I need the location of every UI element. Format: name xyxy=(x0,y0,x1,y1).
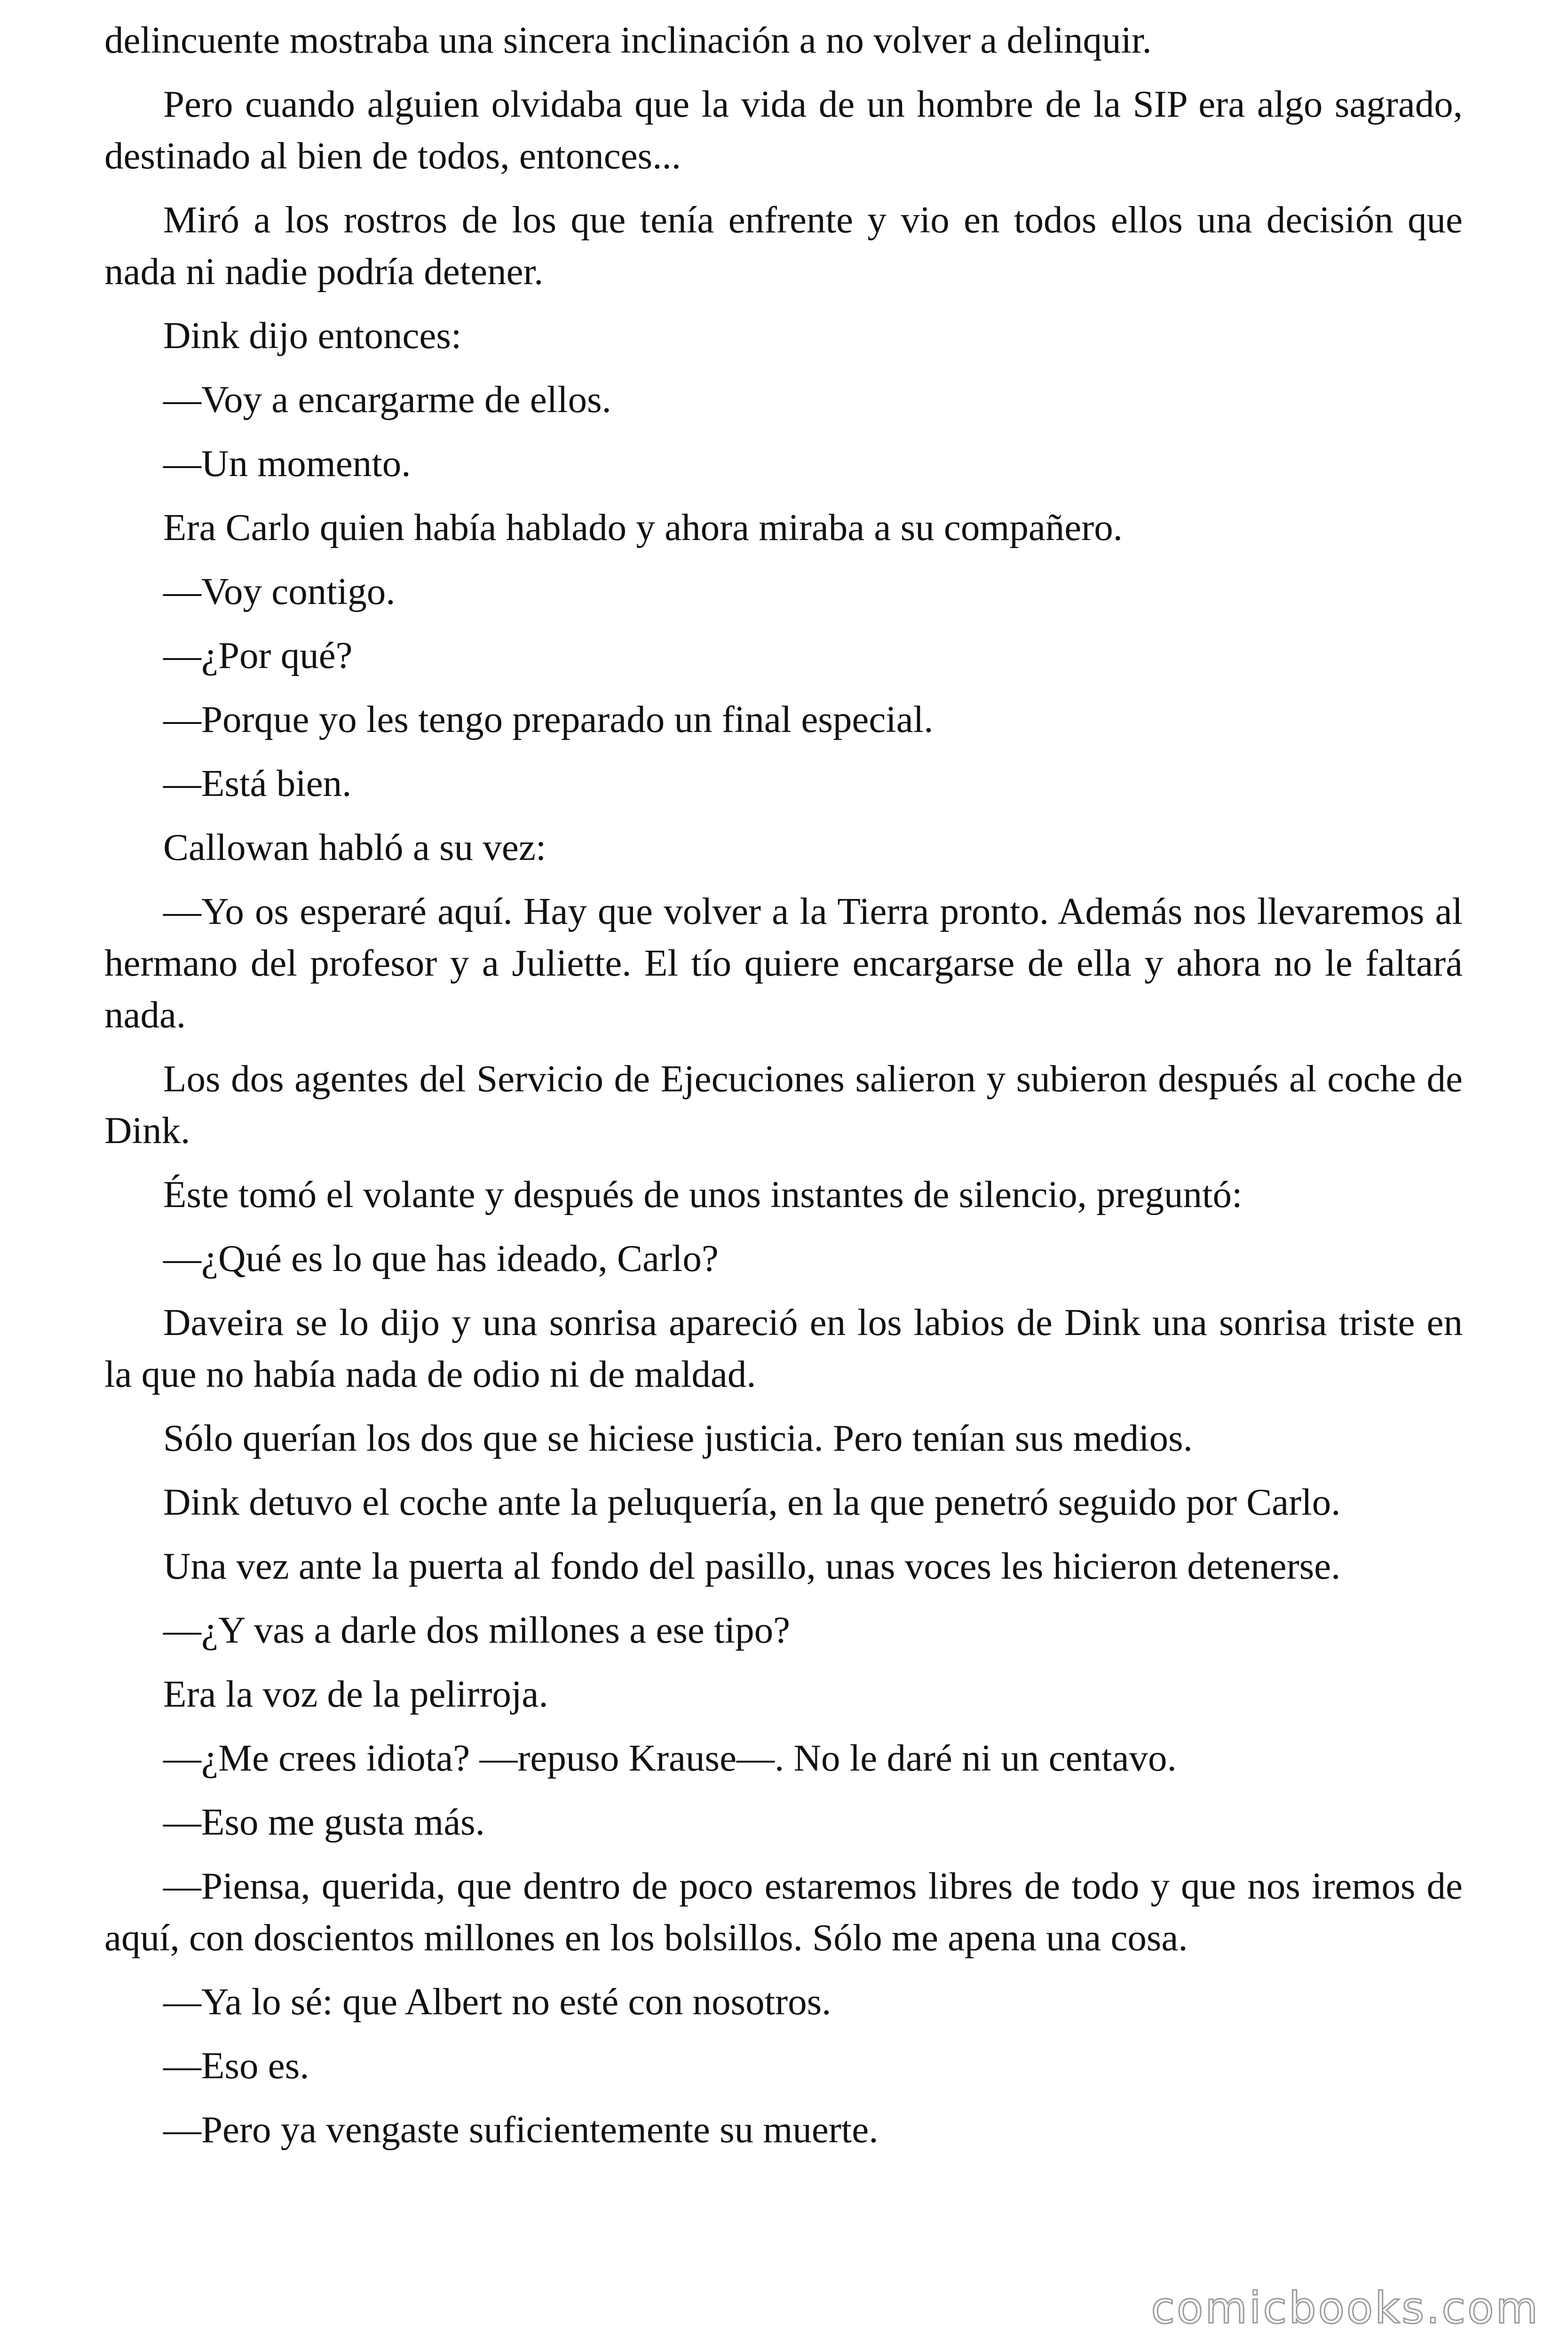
paragraph: Callowan habló a su vez: xyxy=(163,826,546,868)
paragraph: Los dos agentes del Servicio de Ejecuciones salieron y subieron después al coche de Dink. xyxy=(104,1057,1463,1152)
paragraph: Éste tomó el volante y después de unos instantes de silencio, preguntó: xyxy=(163,1173,1243,1216)
paragraph: Dink dijo entonces: xyxy=(163,314,462,357)
paragraph: Una vez ante la puerta al fondo del pasillo, unas voces les hicieron detenerse. xyxy=(163,1545,1341,1587)
paragraph: Dink detuvo el coche ante la peluquería, en la que penetró seguido por Carlo. xyxy=(163,1481,1341,1523)
paragraph: —Piensa, querida, que dentro de poco estaremos libres de todo y que nos iremos de aquí, con doscientos millones en los bolsillos. Sólo me apena una cosa. xyxy=(104,1865,1463,1959)
paragraph: —¿Me crees idiota? —repuso Krause—. No le daré ni un centavo. xyxy=(163,1737,1177,1779)
paragraph: —Eso es. xyxy=(163,2044,309,2087)
paragraph: Daveira se lo dijo y una sonrisa apareció en los labios de Dink una sonrisa triste en la que no había nada de odio ni de maldad. xyxy=(104,1301,1463,1395)
paragraph: —¿Por qué? xyxy=(163,634,353,676)
paragraph: —Pero ya vengaste suficientemente su muerte. xyxy=(163,2108,879,2151)
paragraph: Era la voz de la pelirroja. xyxy=(163,1673,548,1715)
site-watermark: comicbooks.com xyxy=(1151,2283,1540,2333)
paragraph: —Voy contigo. xyxy=(163,570,396,612)
paragraph: Pero cuando alguien olvidaba que la vida de un hombre de la SIP era algo sagrado, destinado al bien de todos, entonces... xyxy=(104,83,1463,177)
paragraph: —¿Y vas a darle dos millones a ese tipo? xyxy=(163,1609,791,1651)
paragraph: Miró a los rostros de los que tenía enfrente y vio en todos ellos una decisión que nada ni nadie podría detener. xyxy=(104,199,1463,293)
paragraph: —Voy a encargarme de ellos. xyxy=(163,378,611,421)
paragraph: —Porque yo les tengo preparado un final especial. xyxy=(163,698,934,740)
paragraph: —Ya lo sé: que Albert no esté con nosotros. xyxy=(163,1980,832,2023)
paragraph: Era Carlo quien había hablado y ahora miraba a su compañero. xyxy=(163,506,1123,548)
paragraph: —Está bien. xyxy=(163,762,352,804)
paragraph-continuation: delincuente mostraba una sincera inclinación a no volver a delinquir. xyxy=(104,19,1152,61)
paragraph: —Un momento. xyxy=(163,442,411,485)
paragraph: Sólo querían los dos que se hiciese justicia. Pero tenían sus medios. xyxy=(163,1417,1193,1459)
body-text xyxy=(104,14,1463,2168)
paragraph: —Eso me gusta más. xyxy=(163,1801,485,1843)
paragraph: —¿Qué es lo que has ideado, Carlo? xyxy=(163,1237,719,1279)
paragraph: —Yo os esperaré aquí. Hay que volver a la Tierra pronto. Además nos llevaremos al hermano del profesor y a Juliette. El tío quiere encargarse de ella y ahora no le faltará nada. xyxy=(104,890,1463,1036)
